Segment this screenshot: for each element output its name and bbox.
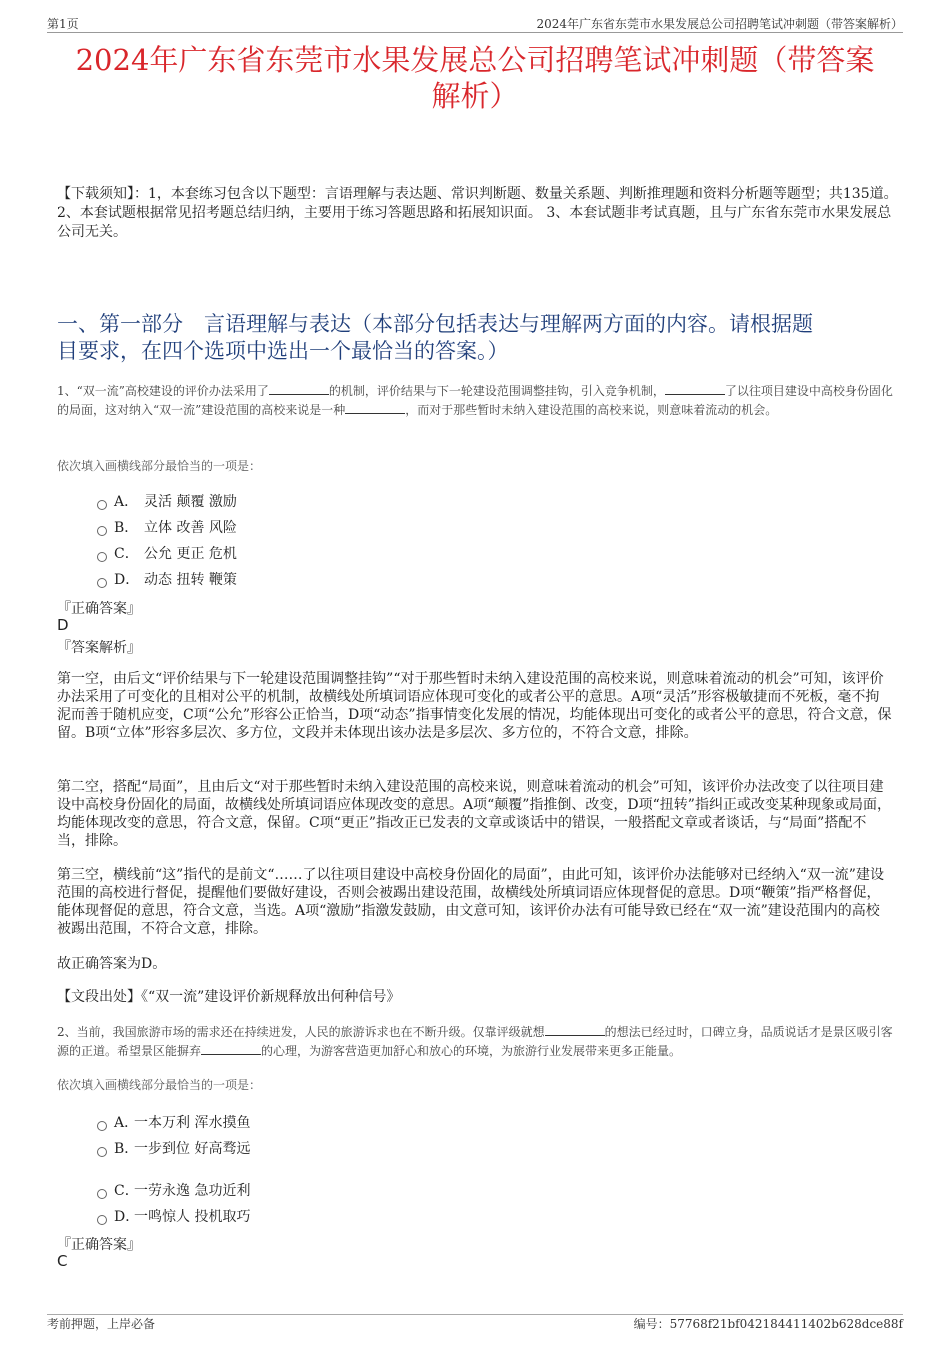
q2-blank-2 [201,1042,261,1055]
option-text: 一步到位 好高骛远 [134,1141,251,1157]
title-line-1: 2024年广东省东莞市水果发展总公司招聘笔试冲刺题（带答案 [75,43,875,77]
q1-option-d[interactable] [97,569,237,589]
option-letter: B． [114,520,139,536]
footer-doc-id: 编号：57768f21bf042184411402b628dce88f [633,1317,903,1331]
header-doc-title: 2024年广东省东莞市水果发展总公司招聘笔试冲刺题（带答案解析） [536,17,903,31]
q1-source: 【文段出处】《“双一流”建设评价新规释放出何种信号》 [57,989,401,1005]
q2-option-d[interactable] [97,1206,250,1226]
q1-analysis-para-2: 第二空，搭配“局面”，且由后文“对于那些暂时未纳入建设范围的高校来说，则意味着流动的机会”可知，该评价办法改变了以往项目建设中高校身份固化的局面，故横线处所填词语应体现改变的意思。A项“颠覆”指推倒、改变，D项“扭转”指纠正或改变某种现象或局面，均能体现改变的意思，符合文意，保留。C项“更正”指改正已发表的文章或谈话中的错误，一般搭配文章或者谈话，与“局面”搭配不当，排除。 [57,779,891,849]
option-letter: A． [114,494,139,510]
document-title [40,42,910,114]
q2-prompt: 依次填入画横线部分最恰当的一项是： [57,1078,262,1092]
q1-option-b[interactable] [97,517,237,537]
q2-text-3: 的心理，为游客营造更加舒心和放心的环境，为旅游行业发展带来更多正能量。 [261,1044,682,1058]
q2-text-1: 2、当前，我国旅游市场的需求还在持续迸发，人民的旅游诉求也在不断升级。仅靠评级就想 [57,1025,545,1039]
q1-blank-3 [345,401,405,414]
question-2-stem [57,1023,900,1061]
page-header [47,14,903,33]
q1-conclusion: 故正确答案为D。 [57,956,167,972]
radio-icon[interactable] [97,526,107,536]
page-number: 第1页 [47,17,79,31]
q2-answer: C [57,1252,68,1270]
option-letter: A． [114,1115,139,1131]
option-text: 公允 更正 危机 [144,546,237,562]
option-text: 一鸣惊人 投机取巧 [134,1209,251,1225]
title-line-2: 解析） [431,79,519,113]
q1-analysis-para-3: 第三空，横线前“这”指代的是前文“……了以往项目建设中高校身份固化的局面”，由此可知，该评价办法能够对已经纳入“双一流”建设范围的高校进行督促，提醒他们要做好建设，否则会被踢出建设范围，故横线处所填词语应体现督促的意思。D项“鞭策”指严格督促，能体现督促的意思，符合文意，当选。A项“激励”指激发鼓励，由文意可知，该评价办法有可能导致已经在“双一流”建设范围内的高校被踢出范围，不符合文意，排除。 [57,867,884,937]
q1-text-2: 的机制，评价结果与下一轮建设范围调整挂钩，引入竞争机制， [328,384,665,398]
radio-icon[interactable] [97,1215,107,1225]
radio-icon[interactable] [97,1189,107,1199]
q1-analysis-para-1: 第一空，由后文“评价结果与下一轮建设范围调整挂钩”“对于那些暂时未纳入建设范围的高校来说，则意味着流动的机会”可知，该评价办法采用了可变化的且相对公平的机制，故横线处所填词语应体现可变化的或者公平的意思。A项“灵活”形容极敏捷而不死板，毫不拘泥而善于随机应变，C项“公允”形容公正恰当，D项“动态”指事情变化发展的情况，均能体现出可变化的或者公平的意思，符合文意，保留。B项“立体”形容多层次、多方位，文段并未体现出该办法是多层次、多方位的，不符合文意，排除。 [57,671,892,741]
section-line-2: 目要求，在四个选项中选出一个最恰当的答案。） [57,339,509,363]
q1-blank-2 [665,382,725,395]
option-letter: B． [114,1141,139,1157]
q1-blank-1 [269,382,329,395]
option-text: 立体 改善 风险 [144,520,237,536]
q1-analysis-label: 『答案解析』 [57,640,141,656]
option-letter: D． [114,572,140,588]
option-letter: D． [114,1209,140,1225]
download-notice: 【下载须知】：1，本套练习包含以下题型：言语理解与表达题、常识判断题、数量关系题、判断推理题和资料分析题等题型；共135道。 2、本套试题根据常见招考题总结归纳，主要用于练习答题思路和拓展知识面。 3、本套试题非考试真题，且与广东省东莞市水果发展总公司无关。 [57,186,898,240]
q1-text-4: ，而对于那些暂时未纳入建设范围的高校来说，则意味着流动的机会。 [405,403,778,417]
option-text: 灵活 颠覆 激励 [144,494,237,510]
q1-text-1: 1、“双一流”高校建设的评价办法采用了 [57,384,269,398]
q2-blank-1 [545,1023,605,1036]
option-text: 动态 扭转 鞭策 [144,572,237,588]
q1-option-a[interactable] [97,491,237,511]
radio-icon[interactable] [97,552,107,562]
page-footer [47,1314,903,1331]
option-letter: C． [114,546,139,562]
question-1-stem [57,382,900,420]
section-heading [57,311,900,365]
option-letter: C． [114,1183,139,1199]
section-line-1: 一、第一部分 言语理解与表达（本部分包括表达与理解两方面的内容。请根据题 [57,312,813,336]
radio-icon[interactable] [97,578,107,588]
q1-answer-label: 『正确答案』 [57,601,141,617]
radio-icon[interactable] [97,500,107,510]
q1-option-c[interactable] [97,543,237,563]
option-text: 一本万利 浑水摸鱼 [134,1115,251,1131]
radio-icon[interactable] [97,1147,107,1157]
q1-answer: D [57,616,69,634]
q2-option-c[interactable] [97,1180,250,1200]
q2-answer-label: 『正确答案』 [57,1237,141,1253]
footer-slogan: 考前押题，上岸必备 [47,1317,156,1331]
q1-text-3: 了以往项目建设中高校身份固化的局面，这对纳入“双一流”建设范围的高校来说是一种 [57,384,893,417]
q2-option-a[interactable] [97,1112,250,1132]
radio-icon[interactable] [97,1121,107,1131]
q1-prompt: 依次填入画横线部分最恰当的一项是： [57,459,262,473]
q2-option-b[interactable] [97,1138,250,1158]
q2-text-2: 的想法已经过时，口碑立身，品质说话才是景区吸引客源的正道。希望景区能摒弃 [57,1025,893,1058]
option-text: 一劳永逸 急功近利 [134,1183,251,1199]
